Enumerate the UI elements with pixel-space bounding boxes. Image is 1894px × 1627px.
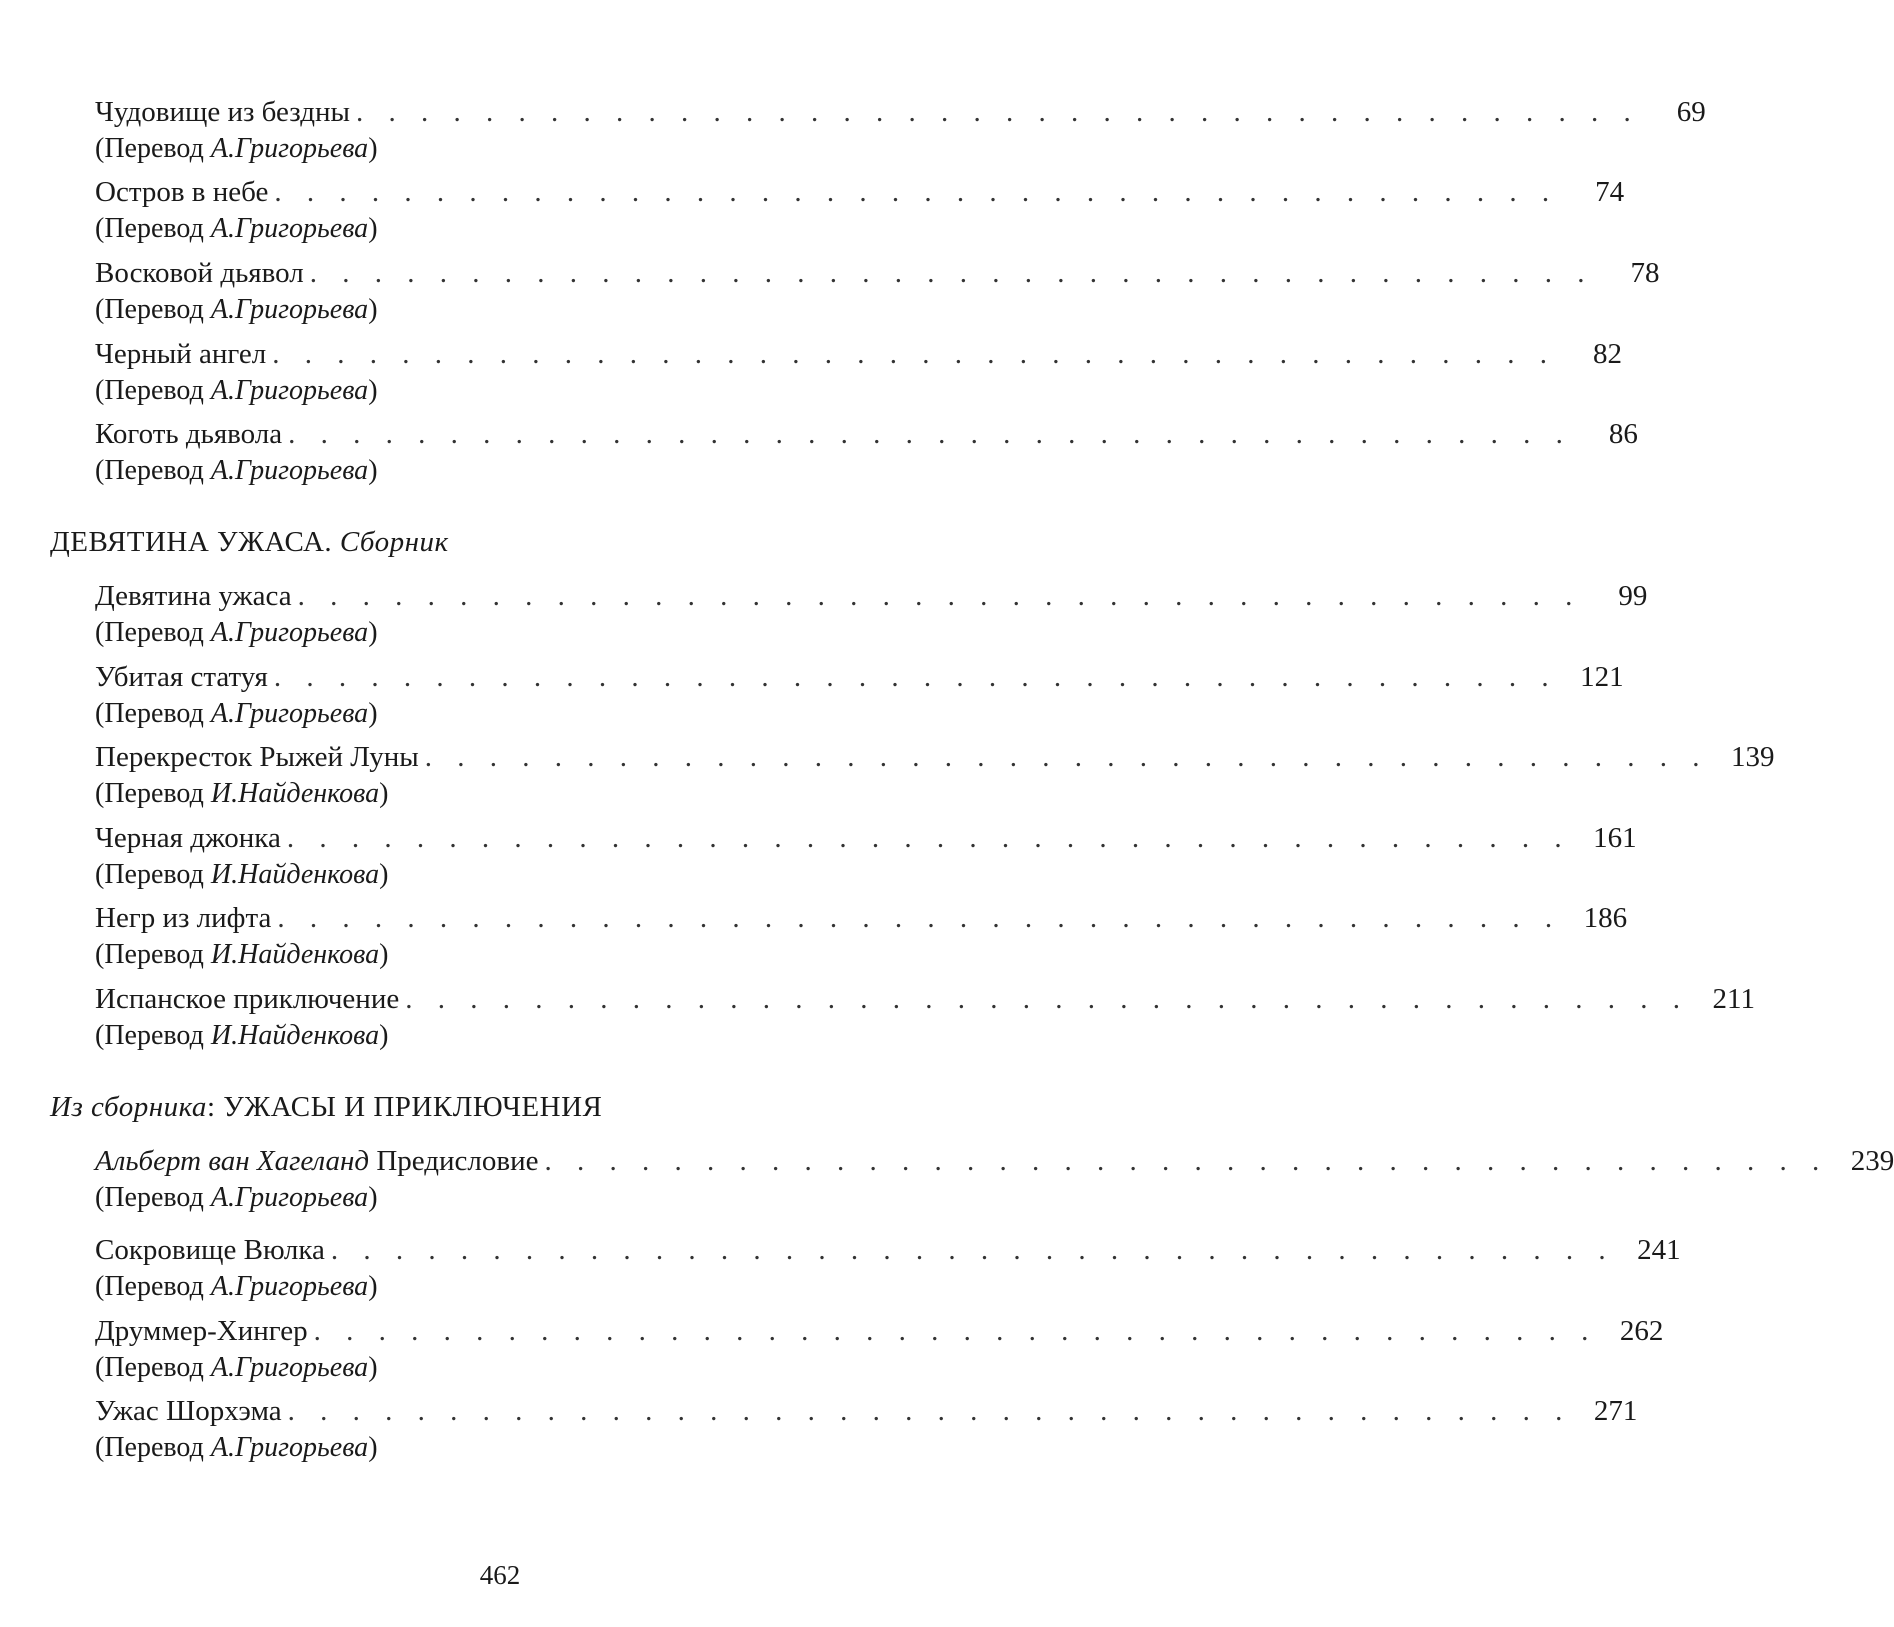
- toc-entry: [95, 172, 1625, 250]
- entry-page-number: 161: [1593, 822, 1637, 854]
- toc-entry-line: [95, 172, 1625, 212]
- leader-dots: . . . . . . . . . . . . . . . . . . . . . . . . . . . . . . . . . . . . . . . .: [288, 418, 1572, 450]
- leader-dots: . . . . . . . . . . . . . . . . . . . . . . . . . . . . . . . . . . . . . . . .: [313, 1315, 1598, 1347]
- entry-title: Черная джонка: [95, 822, 281, 854]
- entry-title: Черный ангел: [95, 338, 267, 370]
- entry-title: Сокровище Вюлка: [95, 1234, 325, 1266]
- translator-name: И.Найденкова: [210, 859, 380, 890]
- translator-credit: (Перевод А.Григорьева): [95, 375, 378, 406]
- toc-entry-line: [95, 1391, 1638, 1431]
- section-heading-title: УЖАСЫ И ПРИКЛЮЧЕНИЯ: [223, 1091, 603, 1123]
- entry-page-number: 69: [1676, 96, 1706, 128]
- toc-entry-line: [95, 1230, 1681, 1270]
- entry-title: Друммер-Хингер: [95, 1315, 308, 1347]
- translator-name: А.Григорьева: [210, 698, 369, 729]
- translator-credit: (Перевод А.Григорьева): [95, 1182, 378, 1213]
- leader-dots: . . . . . . . . . . . . . . . . . . . . . . . . . . . . . . . . . . . . . . . .: [287, 1395, 1572, 1427]
- translator-credit: (Перевод А.Григорьева): [95, 1432, 378, 1463]
- toc-entry: [95, 1391, 1638, 1469]
- toc-entry: [95, 657, 1624, 735]
- leader-dots: . . . . . . . . . . . . . . . . . . . . . . . . . . . . . . . . . . . . . . . .: [274, 176, 1559, 208]
- entry-title: [95, 1141, 538, 1181]
- toc-entry-preface: [95, 1141, 1894, 1219]
- toc-entry-line: [95, 1141, 1894, 1181]
- toc-entry: [95, 253, 1660, 331]
- entry-page-number: 78: [1630, 257, 1660, 289]
- entry-page-number: 262: [1619, 1315, 1664, 1347]
- translator-credit: (Перевод А.Григорьева): [95, 294, 378, 325]
- leader-dots: . . . . . . . . . . . . . . . . . . . . . . . . . . . . . . . . . . . . . . . .: [297, 580, 1582, 612]
- toc-entry-line: [95, 414, 1638, 454]
- entry-title: Ужас Шорхэма: [95, 1395, 282, 1427]
- translator-credit: (Перевод А.Григорьева): [95, 455, 378, 486]
- toc-entry-line: [95, 657, 1624, 697]
- section-heading: Из сборника: УЖАСЫ И ПРИКЛЮЧЕНИЯ: [50, 1091, 603, 1123]
- entry-page-number: 241: [1637, 1234, 1681, 1266]
- toc-entry-line: [95, 253, 1660, 293]
- toc-entry: [95, 334, 1622, 412]
- entry-page-number: 86: [1608, 418, 1638, 450]
- translator-credit: (Перевод А.Григорьева): [95, 133, 378, 164]
- entry-title: Коготь дьявола: [95, 418, 283, 450]
- translator-name: А.Григорьева: [210, 213, 369, 244]
- toc-entry: [95, 576, 1648, 654]
- preface-author: Альберт ван Хагеланд: [95, 1145, 370, 1177]
- entry-page-number: 82: [1593, 338, 1622, 370]
- leader-dots: . . . . . . . . . . . . . . . . . . . . . . . . . . . . . . . . . . . . . . . .: [277, 902, 1562, 934]
- translator-name: И.Найденкова: [210, 1020, 380, 1051]
- toc-entry: [95, 898, 1628, 976]
- translator-name: А.Григорьева: [210, 1352, 369, 1383]
- translator-credit: (Перевод И.Найденкова): [95, 778, 389, 809]
- leader-dots: . . . . . . . . . . . . . . . . . . . . . . . . . . . . . . . . . . . . . . . .: [272, 338, 1556, 370]
- translator-credit: (Перевод А.Григорьева): [95, 1352, 378, 1383]
- translator-name: А.Григорьева: [210, 1432, 369, 1463]
- section-heading: [50, 522, 449, 562]
- translator-credit: (Перевод А.Григорьева): [95, 698, 378, 729]
- translator-name: А.Григорьева: [210, 1271, 369, 1302]
- toc-entry-line: [95, 818, 1637, 858]
- section-heading-prefix: Из сборника: [50, 1091, 207, 1123]
- entry-title: Негр из лифта: [95, 902, 272, 934]
- toc-entry-line: [95, 898, 1628, 938]
- entry-page-number: 99: [1618, 580, 1648, 612]
- toc-entry: [95, 737, 1775, 815]
- translator-credit: (Перевод И.Найденкова): [95, 939, 389, 970]
- translator-name: А.Григорьева: [210, 617, 369, 648]
- toc-entry: [95, 414, 1638, 492]
- translator-credit: (Перевод И.Найденкова): [95, 859, 389, 890]
- entry-title: Остров в небе: [95, 176, 269, 208]
- toc-entry-line: [95, 92, 1706, 132]
- toc-entry-line: [95, 576, 1648, 616]
- translator-name: А.Григорьева: [210, 294, 369, 325]
- entry-title: Чудовище из бездны: [95, 96, 350, 128]
- entry-page-number: 121: [1580, 661, 1624, 693]
- translator-credit: (Перевод А.Григорьева): [95, 1271, 378, 1302]
- entry-title: Девятина ужаса: [95, 580, 292, 612]
- page-number-footer: 462: [479, 1560, 521, 1590]
- entry-page-number: 186: [1583, 902, 1628, 934]
- entry-title: Испанское приключение: [95, 983, 400, 1015]
- leader-dots: . . . . . . . . . . . . . . . . . . . . . . . . . . . . . . . . . . . . . . . .: [355, 96, 1640, 128]
- translator-name: А.Григорьева: [210, 375, 369, 406]
- section-heading-subtitle: Сборник: [339, 526, 449, 558]
- toc-entry: [95, 1230, 1681, 1308]
- toc-entry-line: [95, 737, 1775, 777]
- preface-title: Предисловие: [376, 1145, 539, 1177]
- leader-dots: . . . . . . . . . . . . . . . . . . . . . . . . . . . . . . . . . . . . . . . .: [309, 257, 1594, 289]
- toc-entry: [95, 818, 1637, 896]
- translator-credit: (Перевод А.Григорьева): [95, 617, 378, 648]
- translator-credit: (Перевод А.Григорьева): [95, 213, 378, 244]
- leader-dots: . . . . . . . . . . . . . . . . . . . . . . . . . . . . . . . . . . . . . . . .: [544, 1145, 1829, 1177]
- entry-page-number: 271: [1593, 1395, 1638, 1427]
- toc-entry-line: [95, 1311, 1664, 1351]
- translator-name: А.Григорьева: [210, 1182, 369, 1213]
- toc-entry-line: [95, 334, 1622, 374]
- leader-dots: . . . . . . . . . . . . . . . . . . . . . . . . . . . . . . . . . . . . . . . .: [405, 983, 1689, 1015]
- entry-title: Восковой дьявол: [95, 257, 304, 289]
- toc-entry: [95, 979, 1755, 1057]
- toc-entry-line: [95, 979, 1755, 1019]
- entry-page-number: 139: [1730, 741, 1775, 773]
- leader-dots: . . . . . . . . . . . . . . . . . . . . . . . . . . . . . . . . . . . . . . . .: [273, 661, 1558, 693]
- leader-dots: . . . . . . . . . . . . . . . . . . . . . . . . . . . . . . . . . . . . . . . .: [286, 822, 1571, 854]
- entry-title: Перекресток Рыжей Луны: [95, 741, 419, 773]
- translator-credit: (Перевод И.Найденкова): [95, 1020, 389, 1051]
- section-heading-title: ДЕВЯТИНА УЖАСА.: [50, 526, 333, 558]
- entry-title: Убитая статуя: [95, 661, 268, 693]
- leader-dots: . . . . . . . . . . . . . . . . . . . . . . . . . . . . . . . . . . . . . . . .: [330, 1234, 1615, 1266]
- translator-name: А.Григорьева: [210, 133, 369, 164]
- leader-dots: . . . . . . . . . . . . . . . . . . . . . . . . . . . . . . . . . . . . . . . .: [424, 741, 1709, 773]
- translator-name: И.Найденкова: [210, 939, 380, 970]
- entry-page-number: 239: [1850, 1145, 1894, 1177]
- entry-page-number: 74: [1595, 176, 1625, 208]
- translator-name: А.Григорьева: [210, 455, 369, 486]
- translator-name: И.Найденкова: [210, 778, 380, 809]
- entry-page-number: 211: [1712, 983, 1755, 1015]
- toc-entry: [95, 1311, 1664, 1389]
- toc-entry: [95, 92, 1706, 170]
